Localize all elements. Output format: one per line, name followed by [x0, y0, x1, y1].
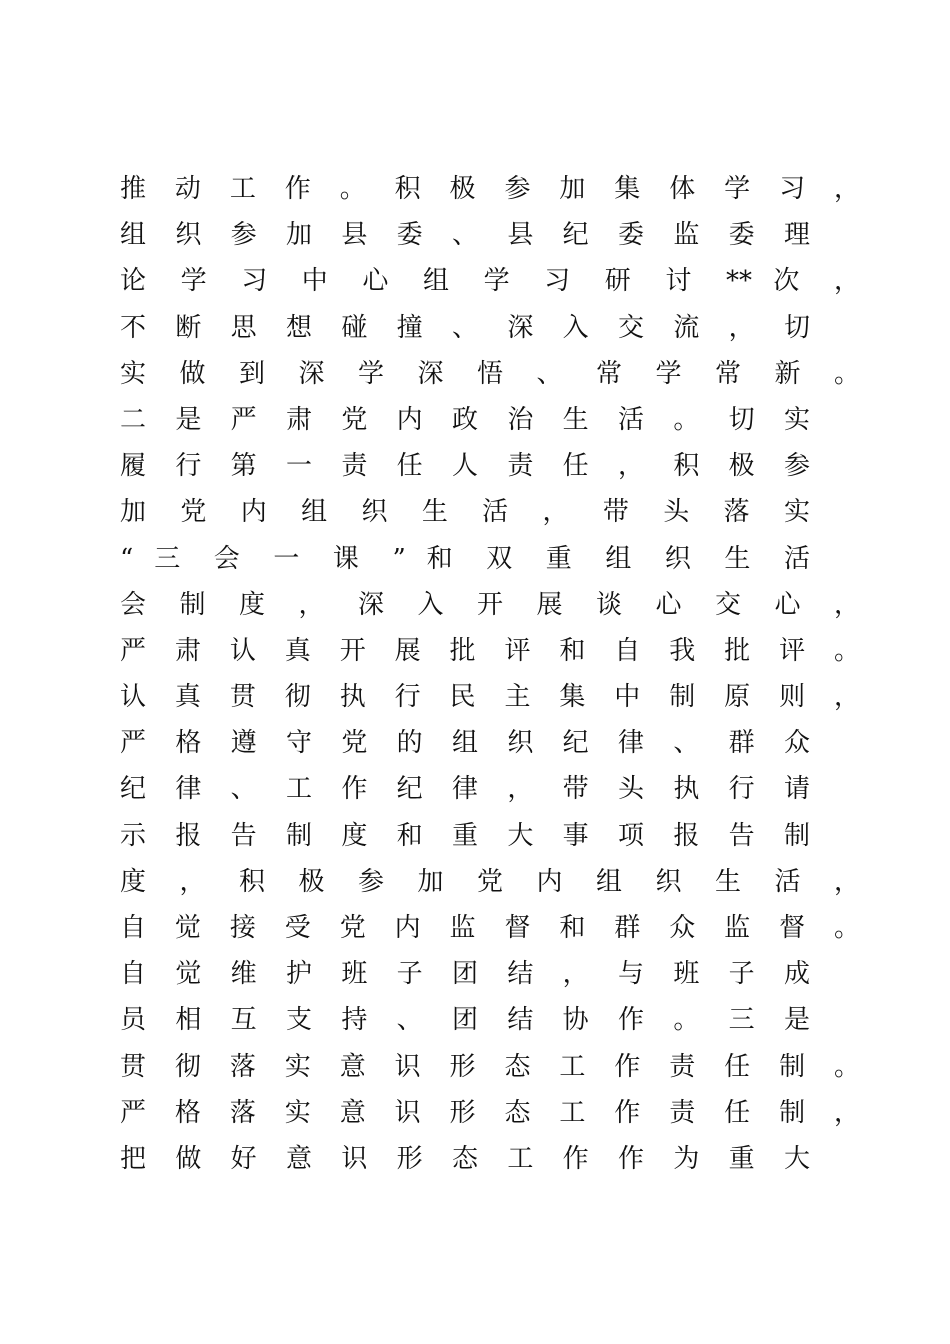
- text-line: 推 动 工 作 。 积 极 参 加 集 体 学 习 ，: [120, 174, 860, 204]
- text-line: 实 做 到 深 学 深 悟 、 常 学 常 新 。: [120, 358, 860, 389]
- text-line: 严 格 落 实 意 识 形 态 工 作 责 任 制 ，: [120, 1097, 860, 1128]
- text-line: 履 行 第 一 责 任 人 责 任 ， 积 极 参: [120, 451, 810, 482]
- text-line: 自 觉 接 受 党 内 监 督 和 群 众 监 督 。: [120, 913, 860, 943]
- text-line: 自 觉 维 护 班 子 团 结 ， 与 班 子 成: [120, 959, 810, 990]
- text-line: 严 格 遵 守 党 的 组 织 纪 律 、 群 众: [120, 728, 810, 759]
- text-line: 加 党 内 组 织 生 活 ， 带 头 落 实: [120, 497, 810, 528]
- text-line: 员 相 互 支 持 、 团 结 协 作 。 三 是: [120, 1005, 810, 1036]
- text-line: 纪 律 、 工 作 纪 律 ， 带 头 执 行 请: [120, 774, 810, 805]
- text-line: 严 肃 认 真 开 展 批 评 和 自 我 批 评 。: [120, 635, 860, 666]
- text-line: 示 报 告 制 度 和 重 大 事 项 报 告 制: [120, 820, 810, 851]
- text-line: 论 学 习 中 心 组 学 习 研 讨 ** 次 ，: [120, 266, 860, 297]
- text-line: “ 三 会 一 课 ” 和 双 重 组 织 生 活: [120, 543, 810, 574]
- text-line: 贯 彻 落 实 意 识 形 态 工 作 责 任 制 。: [120, 1051, 860, 1082]
- text-line: 会 制 度 ， 深 入 开 展 谈 心 交 心 ，: [120, 589, 860, 620]
- text-line: 组 织 参 加 县 委 、 县 纪 委 监 委 理: [120, 220, 810, 251]
- text-line: 把 做 好 意 识 形 态 工 作 作 为 重 大: [120, 1143, 810, 1174]
- body-text: [120, 166, 860, 1182]
- text-line: 度 ， 积 极 参 加 党 内 组 织 生 活 ，: [120, 866, 860, 897]
- text-line: 不 断 思 想 碰 撞 、 深 入 交 流 ， 切: [120, 312, 810, 343]
- text-line: 二 是 严 肃 党 内 政 治 生 活 。 切 实: [120, 404, 810, 435]
- text-line: 认 真 贯 彻 执 行 民 主 集 中 制 原 则 ，: [120, 682, 860, 713]
